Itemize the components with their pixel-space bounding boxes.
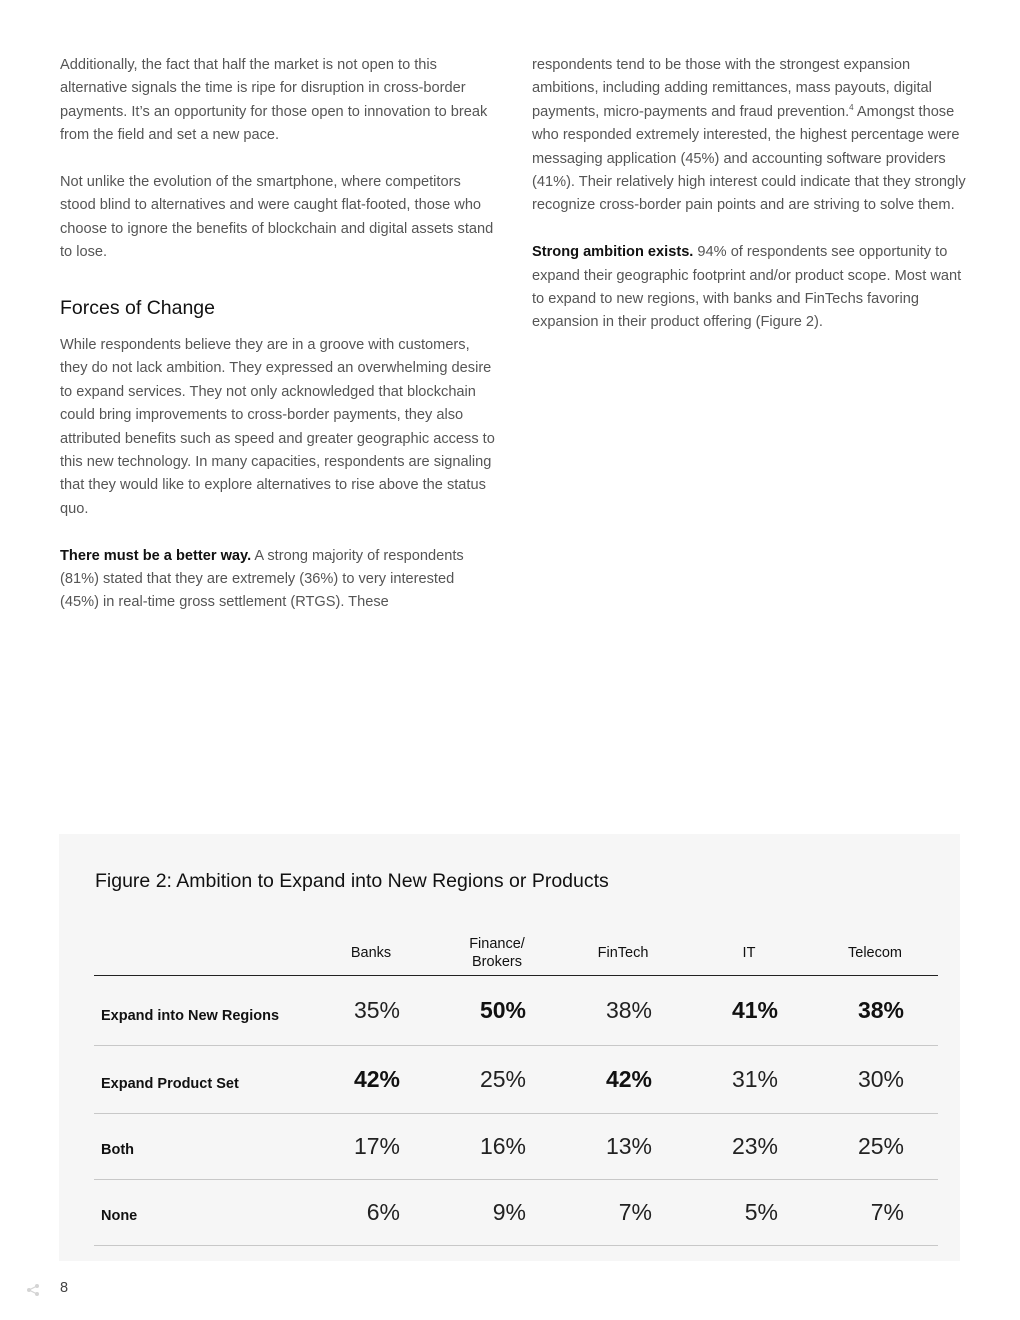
column-header: Banks bbox=[308, 930, 434, 976]
table-cell: 23% bbox=[686, 1114, 812, 1180]
table-cell: 25% bbox=[812, 1114, 938, 1180]
paragraph: Not unlike the evolution of the smartphone, where competitors stood blind to alternatives and were caught flat-footed, those who choose to ignore the benefits of blockchain and digital assets stand to lose. bbox=[60, 174, 494, 261]
table-cell: 42% bbox=[560, 1046, 686, 1114]
left-column bbox=[60, 54, 496, 615]
lead-in: There must be a better way. bbox=[60, 547, 252, 564]
footnote-ref[interactable]: 4 bbox=[849, 102, 854, 112]
column-header: Finance/ Brokers bbox=[434, 930, 560, 976]
table-cell: 42% bbox=[308, 1046, 434, 1114]
figure-title: Figure 2: Ambition to Expand into New Regions or Products bbox=[95, 870, 609, 892]
row-label: None bbox=[94, 1180, 308, 1246]
table-cell: 41% bbox=[686, 976, 812, 1046]
lead-in: Strong ambition exists. bbox=[532, 244, 694, 261]
figure-panel bbox=[59, 834, 960, 1261]
table-cell: 6% bbox=[308, 1180, 434, 1246]
table-cell: 7% bbox=[560, 1180, 686, 1246]
section-heading: Forces of Change bbox=[60, 297, 216, 320]
column-header: IT bbox=[686, 930, 812, 976]
paragraph bbox=[532, 241, 968, 335]
header-empty bbox=[94, 930, 308, 976]
paragraph-body: Amongst those who responded extremely interested, the highest percentage were messaging application (45%) and accounting software providers (41%). Their relatively high interest could indicate that they strongly recognize cross-border pain points and are striving to solve them. bbox=[532, 103, 966, 214]
right-column bbox=[532, 54, 968, 335]
paragraph bbox=[532, 54, 968, 218]
paragraph bbox=[60, 545, 496, 615]
table-cell: 30% bbox=[812, 1046, 938, 1114]
row-label: Expand Product Set bbox=[94, 1046, 308, 1114]
table-row bbox=[94, 976, 938, 1046]
table-row bbox=[94, 1046, 938, 1114]
paragraph: Additionally, the fact that half the market is not open to this alternative signals the time is ripe for disruption in cross-border payments. It’s an opportunity for those open to innovation to break from the field and set a new pace. bbox=[60, 57, 488, 144]
share-icon[interactable] bbox=[26, 1283, 40, 1297]
table-cell: 38% bbox=[812, 976, 938, 1046]
ambition-table bbox=[94, 930, 938, 1246]
paragraph-body: respondents tend to be those with the strongest expansion ambitions, including adding remittances, mass payouts, digital payments, micro-payments and fraud prevention. bbox=[532, 57, 932, 120]
paragraph-body: 94% of respondents see opportunity to expand their geographic footprint and/or product scope. Most want to expand to new regions, with banks and FinTechs favoring expansion in their product offering (Figure 2). bbox=[532, 244, 962, 331]
column-header: Telecom bbox=[812, 930, 938, 976]
paragraph: While respondents believe they are in a groove with customers, they do not lack ambition. They expressed an overwhelming desire to expand services. They not only acknowledged that blockchain could bring improvements to cross-border payments, they also attributed benefits such as speed and greater geographic access to this new technology. In many capacities, respondents are signaling that they would like to explore alternatives to rise above the status quo. bbox=[60, 337, 495, 517]
column-header: FinTech bbox=[560, 930, 686, 976]
paragraph-body: A strong majority of respondents (81%) stated that they are extremely (36%) to very interested (45%) in real-time gross settlement (RTGS). These bbox=[60, 547, 464, 611]
table-cell: 9% bbox=[434, 1180, 560, 1246]
table-header-row bbox=[94, 930, 938, 976]
table-cell: 17% bbox=[308, 1114, 434, 1180]
table-cell: 50% bbox=[434, 976, 560, 1046]
table-cell: 7% bbox=[812, 1180, 938, 1246]
table-cell: 5% bbox=[686, 1180, 812, 1246]
table-cell: 25% bbox=[434, 1046, 560, 1114]
table-row bbox=[94, 1114, 938, 1180]
table-cell: 13% bbox=[560, 1114, 686, 1180]
table-cell: 35% bbox=[308, 976, 434, 1046]
table-cell: 31% bbox=[686, 1046, 812, 1114]
page-number: 8 bbox=[60, 1280, 69, 1296]
table-cell: 16% bbox=[434, 1114, 560, 1180]
row-label: Both bbox=[94, 1114, 308, 1180]
table-row bbox=[94, 1180, 938, 1246]
row-label: Expand into New Regions bbox=[94, 976, 308, 1046]
table-cell: 38% bbox=[560, 976, 686, 1046]
